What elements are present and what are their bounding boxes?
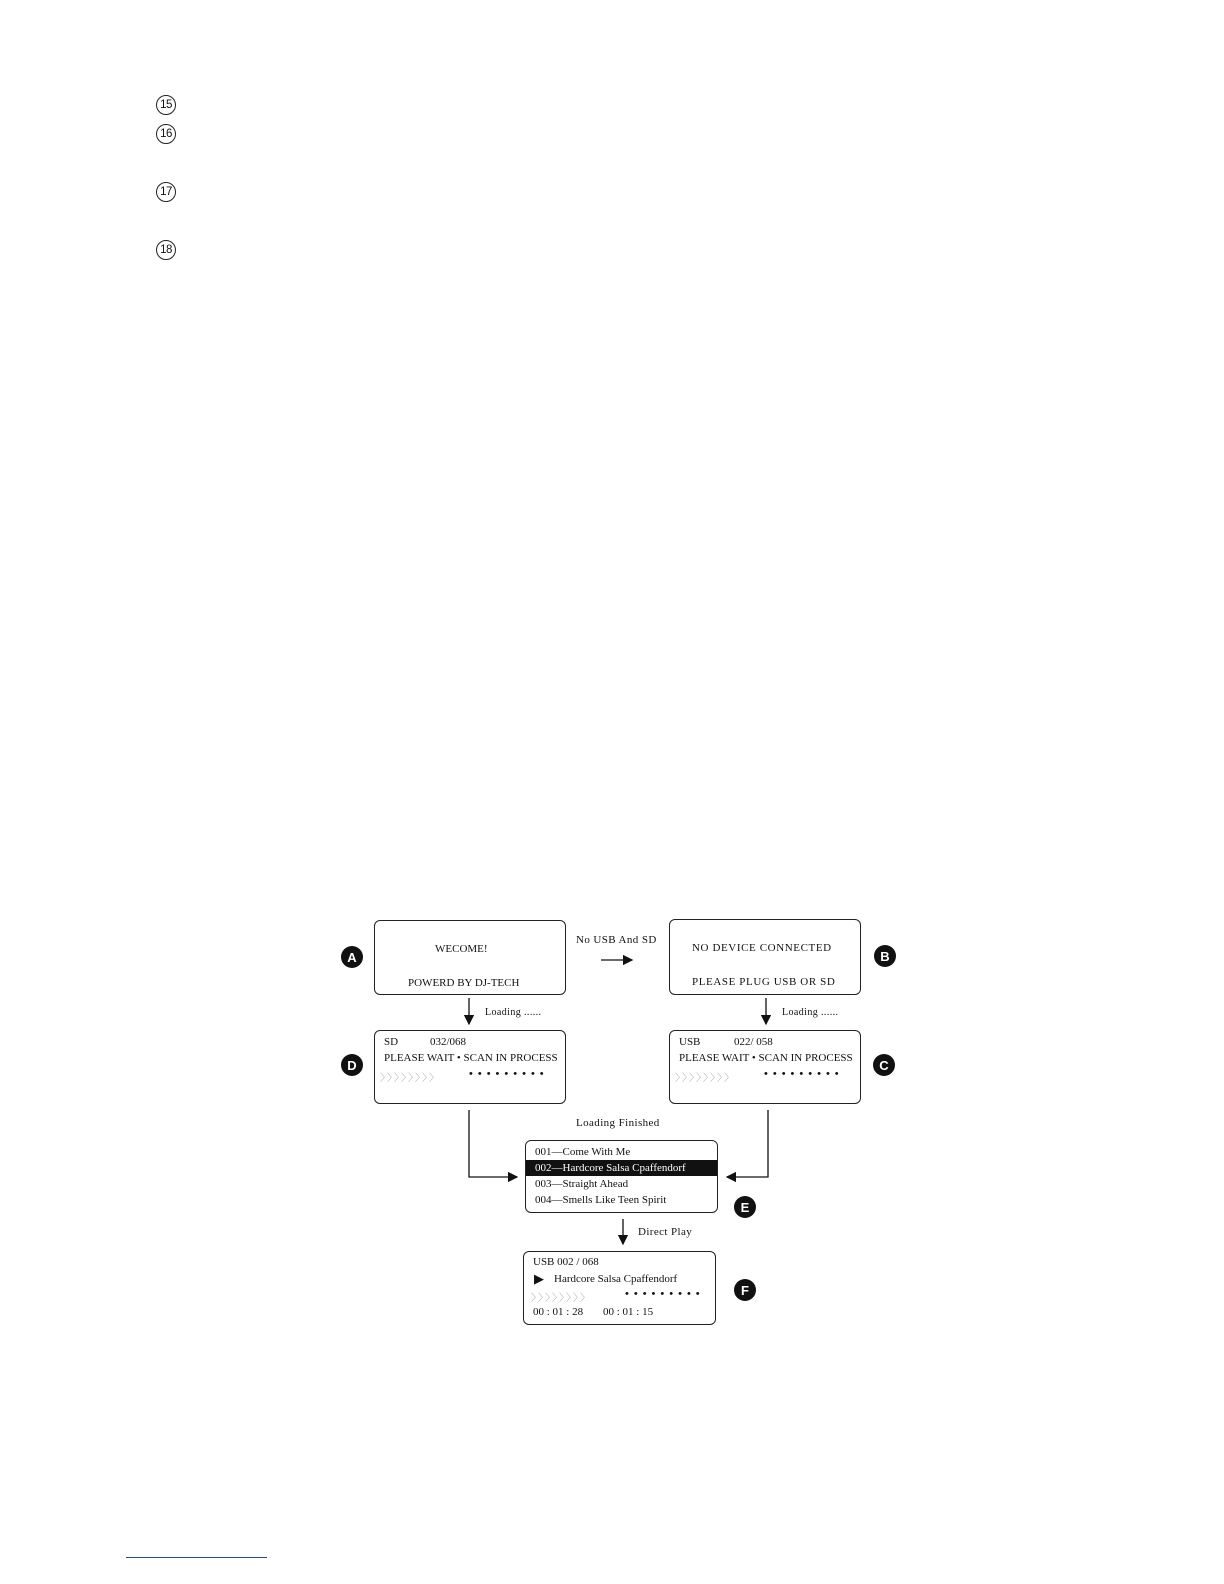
badge-e: E — [734, 1196, 756, 1218]
screen-b-line1: NO DEVICE CONNECTED — [692, 942, 832, 954]
screen-c-status: PLEASE WAIT • SCAN IN PROCESS — [679, 1052, 853, 1064]
screen-c-usb-scan — [669, 1030, 861, 1104]
list-marker-18: 18 — [156, 240, 176, 260]
caption-loading-right: Loading ...... — [782, 1007, 839, 1018]
caption-loading-left: Loading ...... — [485, 1007, 542, 1018]
badge-c: C — [873, 1054, 895, 1076]
screen-f-progress-dots: ••••••••• — [625, 1288, 705, 1300]
arrow-d-to-e — [469, 1110, 517, 1177]
list-marker-17: 17 — [156, 182, 176, 202]
screen-d-progress-dots: ••••••••• — [469, 1068, 549, 1080]
screen-d-count: 032/068 — [430, 1036, 467, 1048]
screen-b-line2: PLEASE PLUG USB OR SD — [692, 976, 836, 988]
screen-a-line2: POWERD BY DJ-TECH — [408, 977, 520, 989]
screen-d-progress-arrows: 〉〉〉〉〉〉〉〉 — [380, 1073, 441, 1084]
screen-f-elapsed: 00 : 01 : 28 — [533, 1306, 584, 1318]
badge-b: B — [874, 945, 896, 967]
play-icon: ▶ — [534, 1271, 544, 1286]
screen-f-now-playing — [523, 1251, 716, 1325]
screen-a-welcome — [374, 920, 566, 995]
track-list-item: 004—Smells Like Teen Spirit — [535, 1194, 667, 1206]
screen-c-source: USB — [679, 1036, 701, 1048]
screen-f-remaining: 00 : 01 : 15 — [603, 1306, 654, 1318]
screen-f-track: Hardcore Salsa Cpaffendorf — [554, 1273, 678, 1285]
caption-no-usb-and-sd: No USB And SD — [576, 934, 657, 946]
list-marker-15: 15 — [156, 95, 176, 115]
badge-f: F — [734, 1279, 756, 1301]
footer-link-underline — [126, 1557, 267, 1558]
screen-c-count: 022/ 058 — [734, 1036, 773, 1048]
screen-d-sd-scan — [374, 1030, 566, 1104]
screen-f-header: USB 002 / 068 — [533, 1256, 599, 1268]
screen-a-line1: WECOME! — [435, 943, 488, 955]
screen-d-source: SD — [384, 1036, 399, 1048]
track-list-item: 003—Straight Ahead — [535, 1178, 629, 1190]
caption-loading-finished: Loading Finished — [576, 1117, 660, 1129]
screen-b-no-device — [669, 919, 861, 995]
track-list-item-selected: 002—Hardcore Salsa Cpaffendorf — [526, 1160, 717, 1176]
list-marker-16: 16 — [156, 124, 176, 144]
screen-c-progress-dots: ••••••••• — [764, 1068, 844, 1080]
track-list-item: 001—Come With Me — [535, 1146, 631, 1158]
screen-c-progress-arrows: 〉〉〉〉〉〉〉〉 — [675, 1073, 736, 1084]
screen-d-status: PLEASE WAIT • SCAN IN PROCESS — [384, 1052, 558, 1064]
badge-a: A — [341, 946, 363, 968]
caption-direct-play: Direct Play — [638, 1226, 693, 1238]
screen-e-track-list — [525, 1140, 718, 1213]
badge-d: D — [341, 1054, 363, 1076]
arrow-c-to-e — [727, 1110, 768, 1177]
screen-f-progress-arrows: 〉〉〉〉〉〉〉〉 — [531, 1293, 592, 1304]
